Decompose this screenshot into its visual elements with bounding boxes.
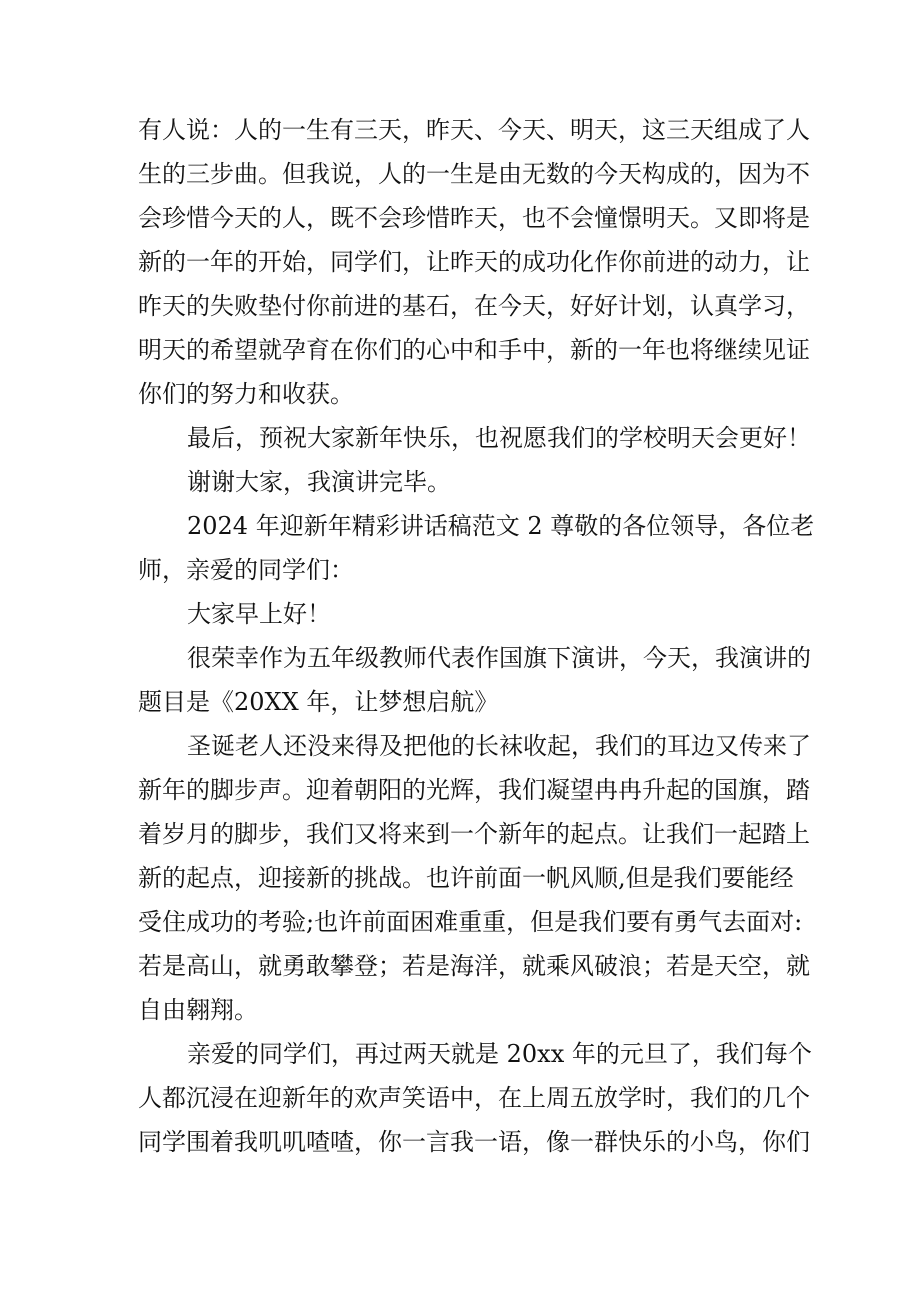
paragraph-line: 若是高山，就勇敢攀登；若是海洋，就乘风破浪；若是天空，就 [138, 952, 810, 980]
paragraph-line: 谢谢大家，我演讲完毕。 [187, 468, 451, 496]
paragraph-line: 着岁月的脚步，我们又将来到一个新年的起点。让我们一起踏上 [138, 820, 810, 848]
paragraph-line: 明天的希望就孕育在你们的心中和手中，新的一年也将继续见证 [138, 336, 810, 364]
paragraph-line: 大家早上好！ [187, 600, 331, 628]
paragraph-line: 2024 年迎新年精彩讲话稿范文 2 尊敬的各位领导，各位老 [187, 512, 815, 540]
paragraph-line: 最后，预祝大家新年快乐，也祝愿我们的学校明天会更好！ [187, 424, 811, 452]
paragraph-line: 新的起点，迎接新的挑战。也许前面一帆风顺,但是我们要能经 [138, 864, 794, 892]
paragraph-line: 圣诞老人还没来得及把他的长袜收起，我们的耳边又传来了 [187, 732, 811, 760]
paragraph-line: 受住成功的考验;也许前面困难重重，但是我们要有勇气去面对: [138, 908, 803, 936]
paragraph-line: 很荣幸作为五年级教师代表作国旗下演讲，今天，我演讲的 [187, 644, 811, 672]
paragraph-line: 新年的脚步声。迎着朝阳的光辉，我们凝望冉冉升起的国旗，踏 [138, 776, 810, 804]
paragraph-line: 亲爱的同学们，再过两天就是 20xx 年的元旦了，我们每个 [187, 1040, 812, 1068]
paragraph-line: 师，亲爱的同学们： [138, 556, 354, 584]
paragraph-line: 题目是《20XX 年，让梦想启航》 [138, 688, 499, 716]
paragraph-line: 昨天的失败垫付你前进的基石，在今天，好好计划，认真学习， [138, 292, 810, 320]
paragraph-line: 你们的努力和收获。 [138, 380, 354, 408]
paragraph-line: 新的一年的开始，同学们，让昨天的成功化作你前进的动力，让 [138, 248, 810, 276]
paragraph-line: 自由翱翔。 [138, 996, 258, 1024]
paragraph-line: 有人说：人的一生有三天，昨天、今天、明天，这三天组成了人 [138, 116, 810, 144]
paragraph-line: 生的三步曲。但我说，人的一生是由无数的今天构成的，因为不 [138, 160, 810, 188]
paragraph-line: 同学围着我叽叽喳喳，你一言我一语，像一群快乐的小鸟，你们 [138, 1128, 810, 1156]
paragraph-line: 会珍惜今天的人，既不会珍惜昨天，也不会憧憬明天。又即将是 [138, 204, 810, 232]
paragraph-line: 人都沉浸在迎新年的欢声笑语中，在上周五放学时，我们的几个 [138, 1084, 810, 1112]
